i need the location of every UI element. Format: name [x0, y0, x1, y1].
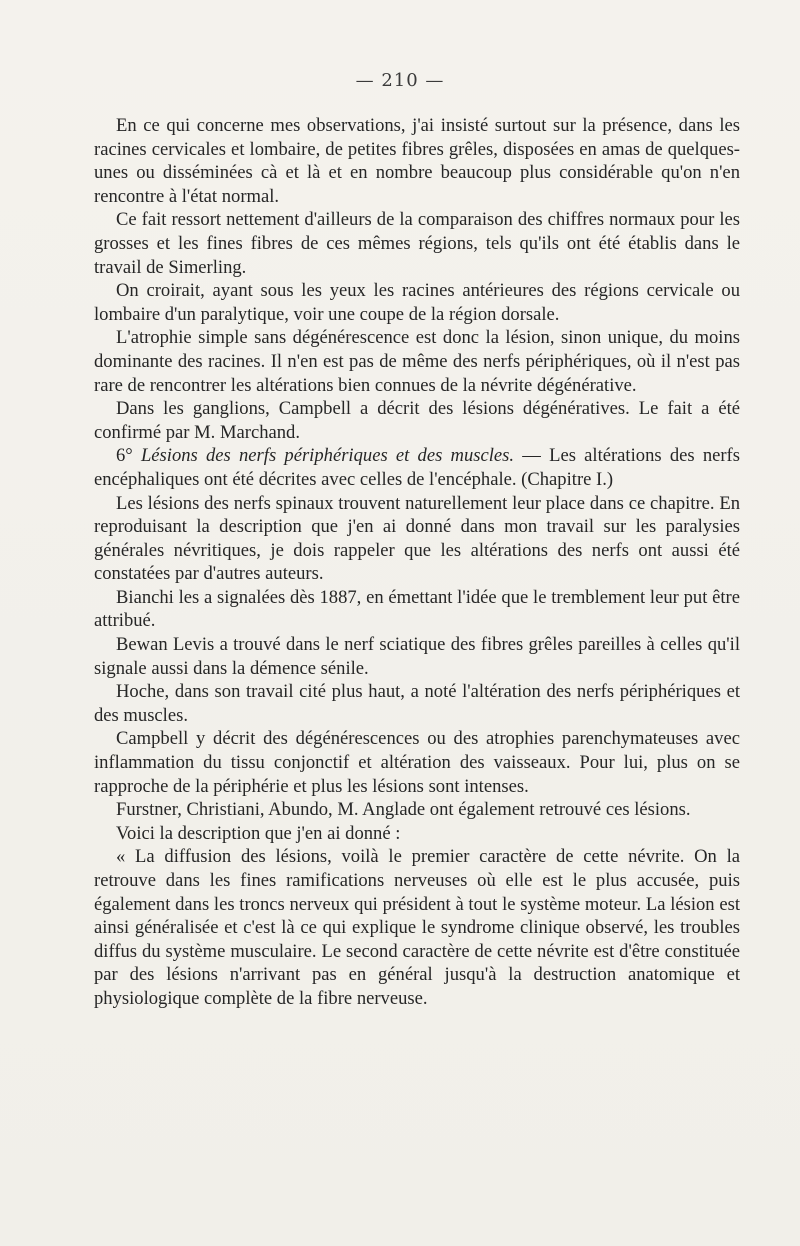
paragraph: Bewan Levis a trouvé dans le nerf sciatique des fibres grêles pareilles à celles qu'il signale aussi dans la démence sénile.	[94, 634, 740, 679]
section-number: 6°	[116, 445, 133, 467]
section-text: — Les altérations des nerfs encéphaliques ont été décrites avec celles de l'encéphale. (Chapitre I.)	[94, 445, 740, 490]
paragraph: Voici la description que j'en ai donné :	[116, 822, 401, 844]
paragraph: Furstner, Christiani, Abundo, M. Anglade ont également retrouvé ces lésions.	[116, 799, 691, 821]
section-title: Lésions des nerfs périphériques et des muscles.	[140, 445, 515, 467]
paragraph: L'atrophie simple sans dégénérescence est donc la lésion, sinon unique, du moins dominante des racines. Il n'en est pas de même des nerfs périphériques, où il n'est pas rare de rencontrer les altérations bien connues de la névrite dégénérative.	[94, 327, 740, 396]
paragraph: Campbell y décrit des dégénérescences ou des atrophies parenchymateuses avec inflammation du tissu conjonctif et altération des vaisseaux. Pour lui, plus on se rapproche de la périphérie et plus les lésions sont intenses.	[94, 728, 740, 797]
paragraph: Bianchi les a signalées dès 1887, en émettant l'idée que le tremblement leur put être attribué.	[94, 586, 740, 632]
paragraph: Ce fait ressort nettement d'ailleurs de la comparaison des chiffres normaux pour les grosses et les fines fibres de ces mêmes régions, tels qu'ils ont été établis dans le travail de Simerling.	[94, 209, 740, 278]
paragraph: Dans les ganglions, Campbell a décrit des lésions dégénératives. Le fait a été confirmé par M. Marchand.	[94, 398, 740, 443]
paragraph: Les lésions des nerfs spinaux trouvent naturellement leur place dans ce chapitre. En reproduisant la description que j'en ai donné dans mon travail sur les paralysies générales névritiques, je dois rappeler que les altérations des nerfs ont aussi été constatées par d'autres auteurs.	[94, 492, 740, 585]
paragraph: Hoche, dans son travail cité plus haut, a noté l'altération des nerfs périphériques et des muscles.	[94, 681, 740, 726]
paragraph: On croirait, ayant sous les yeux les racines antérieures des régions cervicale ou lombaire d'un paralytique, voir une coupe de la région dorsale.	[94, 280, 740, 325]
body-text	[94, 114, 740, 1011]
section-paragraph	[94, 444, 740, 491]
quote-paragraph: « La diffusion des lésions, voilà le premier caractère de cette névrite. On la retrouve dans les fines ramifications nerveuses où elle est le plus accusée, puis également dans les troncs nerveux qui président à tout le système moteur. La lésion est ainsi généralisée et c'est là ce qui explique le syndrome clinique observé, les troubles diffus du système musculaire. Le second caractère de cette névrite est d'être constituée par des lésions n'arrivant pas en général jusqu'à la destruction anatomique et physiologique complète de la fibre nerveuse.	[94, 846, 740, 1009]
page-number: — 210 —	[355, 70, 445, 91]
paragraph: En ce qui concerne mes observations, j'ai insisté surtout sur la présence, dans les racines cervicales et lombaire, de petites fibres grêles, disposées en amas de quelques-unes ou disséminées cà et là et en nombre beaucoup plus considérable qu'on n'en rencontre à l'état normal.	[94, 115, 740, 207]
